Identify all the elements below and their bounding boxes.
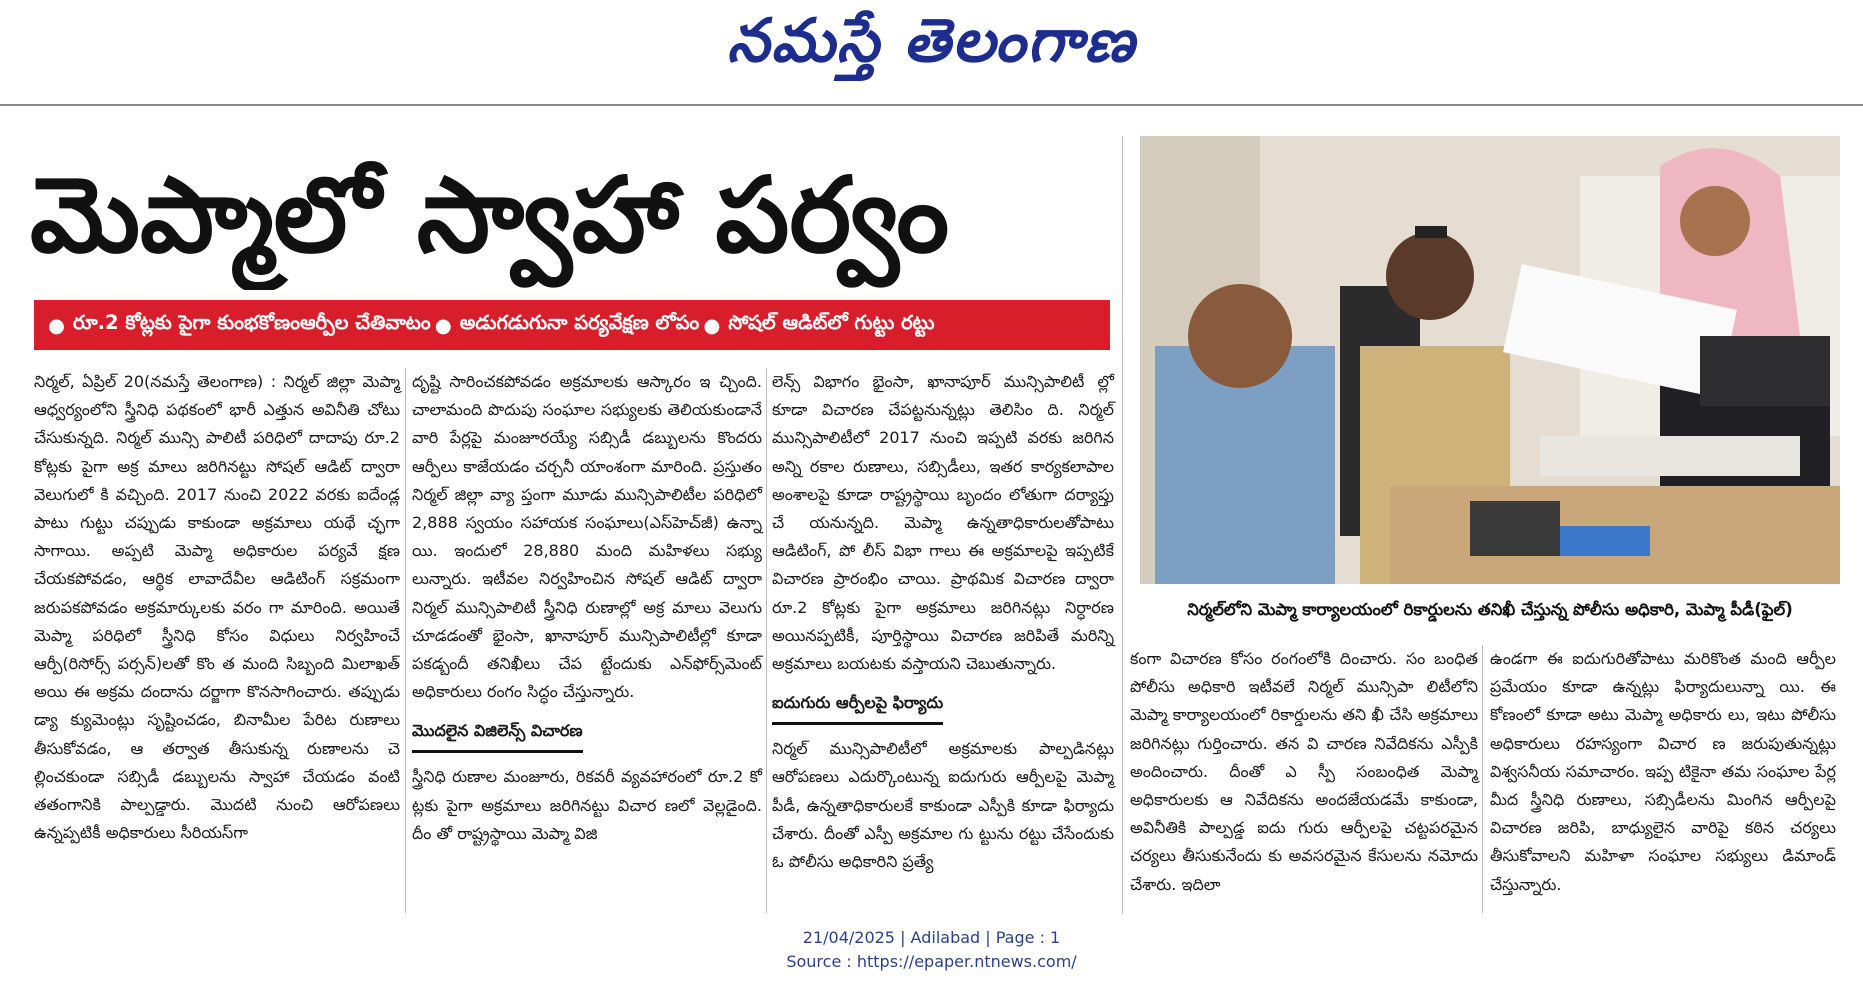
- source-link[interactable]: Source : https://epaper.ntnews.com/: [786, 952, 1077, 971]
- subheading: మొదలైన విజిలెన్స్ విచారణ: [412, 712, 583, 753]
- masthead: [0, 0, 1863, 100]
- article-headline: మెప్మాలో స్వాహా పర్వం: [30, 154, 950, 276]
- newspaper-logo: నమస్తే తెలంగాణ: [726, 6, 1137, 76]
- subheading: ఐదుగురు ఆర్పీలపై ఫిర్యాదు: [772, 684, 943, 725]
- article-column-2: [412, 368, 762, 848]
- column-divider: [1122, 136, 1123, 914]
- photo-illustration: [1140, 136, 1840, 584]
- masthead-divider: [0, 104, 1863, 106]
- article-column-4: [1130, 645, 1478, 899]
- highlights-bar: [34, 300, 1110, 350]
- article-paragraph: ఉండగా ఈ ఐదుగురితోపాటు మరికొంత మంది ఆర్పీల ప్రమేయం కూడా ఉన్నట్లు ఫిర్యాదులున్నా యి. ఈ కోణంలో కూడా అటు మెప్మా అధికారు లు, ఇటు పోలీసు అధికారులు రహస్యంగా విచార ణ జరుపుతున్నట్లు విశ్వసనీయ సమాచారం. ఇప్ప టికైనా తమ సంఘాల పేర్ల మీద స్త్రీనిధి రుణాలు, సబ్సిడీలను మింగిన ఆర్పీలపై విచారణ జరిపి, బాధ్యులైన వారిపై కఠిన చర్యలు తీసుకోవాలని మహిళా సంఘాల సభ్యులు డిమాండ్ చేస్తున్నారు.: [1490, 649, 1836, 894]
- article-paragraph: లెన్స్ విభాగం భైంసా, ఖానాపూర్ మున్సిపాలిటీ ల్లో కూడా విచారణ చేపట్టనున్నట్లు తెలిసిం ది. నిర్మల్ మున్సిపాలిటీలో 2017 నుంచి ఇప్పటి వరకు జరిగిన అన్ని రకాల రుణాలు, సబ్సిడీలు, ఇతర కార్యకలాపాల అంశాలపై కూడా రాష్ట్రస్థాయి బృందం లోతుగా దర్యాప్తు చే యనున్నది. మెప్మా ఉన్నతాధికారులతోపాటు ఆడిటింగ్, పో లీస్ విభా గాలు ఈ అక్రమాలపై ఇప్పటికే విచారణ ప్రారంభిం చాయి. ప్రాథమిక విచారణ ద్వారా రూ.2 కోట్లకు పైగా అక్రమాలు జరిగినట్లు నిర్ధారణ అయినప్పటికీ, పూర్తిస్థాయి విచారణ జరిపితే మరిన్ని అక్రమాలు బయటకు వస్తాయని చెబుతున్నారు.: [772, 372, 1114, 674]
- article-paragraph: దృష్టి సారించకపోవడం అక్రమాలకు ఆస్కారం ఇ చ్చింది. చాలామంది పొదుపు సంఘాల సభ్యులకు తెలియకుండానే వారి పేర్లపై మంజూరయ్యే సబ్సిడీ డబ్బులను కొందరు ఆర్పీలు కాజేయడం చర్చనీ యాంశంగా మారింది. ప్రస్తుతం నిర్మల్ జిల్లా వ్యా ప్తంగా మూడు మున్సిపాలిటీల పరిధిలో 2,888 స్వయం సహాయక సంఘాలు(ఎస్‌హెచ్‌జీ) ఉన్నా యి. ఇందులో 28,880 మంది మహిళలు సభ్యు లున్నారు. ఇటీవల నిర్వహించిన సోషల్ ఆడిట్ ద్వారా నిర్మల్ మున్సిపాలిటీ స్త్రీనిధి రుణాల్లో అక్ర మాలు వెలుగు చూడడంతో భైంసా, ఖానాపూర్ మున్సిపాలిటీల్లో కూడా పకడ్బందీ తనిఖీలు చేప ట్టేందుకు ఎన్‌ఫోర్స్‌మెంట్ అధికారులు రంగం సిద్ధం చేస్తున్నారు.: [412, 372, 762, 702]
- column-divider: [1482, 645, 1483, 913]
- article-paragraph: స్త్రీనిధి రుణాల మంజూరు, రికవరీ వ్యవహారంలో రూ.2 కో ట్లకు పైగా అక్రమాలు జరిగినట్టు విచార ణలో వెల్లడైంది. దీం తో రాష్ట్రస్థాయి మెప్మా విజి: [412, 767, 762, 843]
- news-photo: [1140, 136, 1840, 584]
- article-column-5: [1490, 645, 1836, 899]
- bullet-icon: ●: [703, 313, 721, 337]
- article-column-3: [772, 368, 1114, 876]
- bullet-icon: ●: [48, 313, 66, 337]
- highlight-item: అడుగడుగునా పర్యవేక్షణ లోపం: [459, 311, 700, 334]
- article-paragraph: కంగా విచారణ కోసం రంగంలోకి దించారు. సం బంధిత పోలీసు అధికారి ఇటీవలే నిర్మల్ మున్సిపా లిటీలోని మెప్మా కార్యాలయంలో రికార్డులను తని ఖీ చేసి అక్రమాలు జరిగినట్లు గుర్తించారు. తన వి చారణ నివేదికను ఎస్పీకి అందించారు. దీంతో ఎ స్పీ సంబంధిత మెప్మా అధికారులకు ఆ నివేదికను అందజేయడమే కాకుండా, అవినీతికి పాల్పడ్డ ఐదు గురు ఆర్పీలపై చట్టపరమైన చర్యలు తీసుకునేందు కు అవసరమైన కేసులను నమోదు చేశారు. ఇదిలా: [1130, 649, 1478, 894]
- article-column-1: [34, 368, 400, 847]
- column-divider: [405, 368, 406, 913]
- article-paragraph: నిర్మల్ మున్సిపాలిటీలో అక్రమాలకు పాల్పడినట్లు ఆరోపణలు ఎదుర్కొంటున్న ఐదుగురు ఆర్పీలపై మెప్మా పీడీ, ఉన్నతాధికారులకే కాకుండా ఎస్పీకి కూడా ఫిర్యాదు చేశారు. దీంతో ఎస్పీ అక్రమాల గు ట్టును రట్టు చేసేందుకు ఓ పోలీసు అధికారిని ప్రత్యే: [772, 739, 1114, 872]
- column-divider: [766, 368, 767, 913]
- highlight-item: సోషల్ ఆడిట్‌లో గుట్టు రట్టు: [728, 311, 935, 334]
- article-paragraph: నిర్మల్, ఏప్రిల్ 20(నమస్తే తెలంగాణ) : నిర్మల్ జిల్లా మెప్మా ఆధ్వర్యంలోని స్త్రీనిధి పథకంలో భారీ ఎత్తున అవినీతి చోటు చేసుకున్నది. నిర్మల్ మున్సి పాలిటీ పరిధిలో దాదాపు రూ.2 కోట్లకు పైగా అక్ర మాలు జరిగినట్టు సోషల్ ఆడిట్ ద్వారా వెలుగులో కి వచ్చింది. 2017 నుంచి 2022 వరకు ఐదేండ్ల పాటు గుట్టు చప్పుడు కాకుండా అక్రమాలు యథే చ్ఛగా సాగాయి. అప్పటి మెప్మా అధికారుల పర్యవే క్షణ చేయకపోవడం, ఆర్థిక లావాదేవీల ఆడిటింగ్ సక్రమంగా జరుపకపోవడం అక్రమార్కులకు వరం గా మారింది. అయితే మెప్మా పరిధిలో స్త్రీనిధి కోసం విధులు నిర్వహించే ఆర్పీ(రిసోర్స్ పర్సన్)లతో కొం త మంది సిబ్బంది మిలాఖత్ అయి ఈ అక్రమ దందాను దర్జాగా కొనసాగించారు. తప్పుడు డ్యా క్యుమెంట్లు సృష్టించడం, బినామీల పేరిట రుణాలు తీసుకోవడం, ఆ తర్వాత తీసుకున్న రుణాలను చె ల్లించకుండా సబ్సిడీ డబ్బులను స్వాహా చేయడం వంటి తతంగానికి పాల్పడ్డారు. మొదటి నుంచి ఆరోపణలు ఉన్నప్పటికీ అధికారులు సీరియస్‌గా: [34, 372, 400, 843]
- highlight-item: రూ.2 కోట్లకు పైగా కుంభకోణంఆర్పీల చేతివాటం: [73, 311, 431, 334]
- bullet-icon: ●: [434, 313, 452, 337]
- edition-info: 21/04/2025 | Adilabad | Page : 1: [802, 928, 1061, 947]
- photo-caption: నిర్మల్‌లోని మెప్మా కార్యాలయంలో రికార్డులను తనిఖీ చేస్తున్న పోలీసు అధికారి, మెప్మా పీడీ(ఫైల్): [1187, 600, 1793, 619]
